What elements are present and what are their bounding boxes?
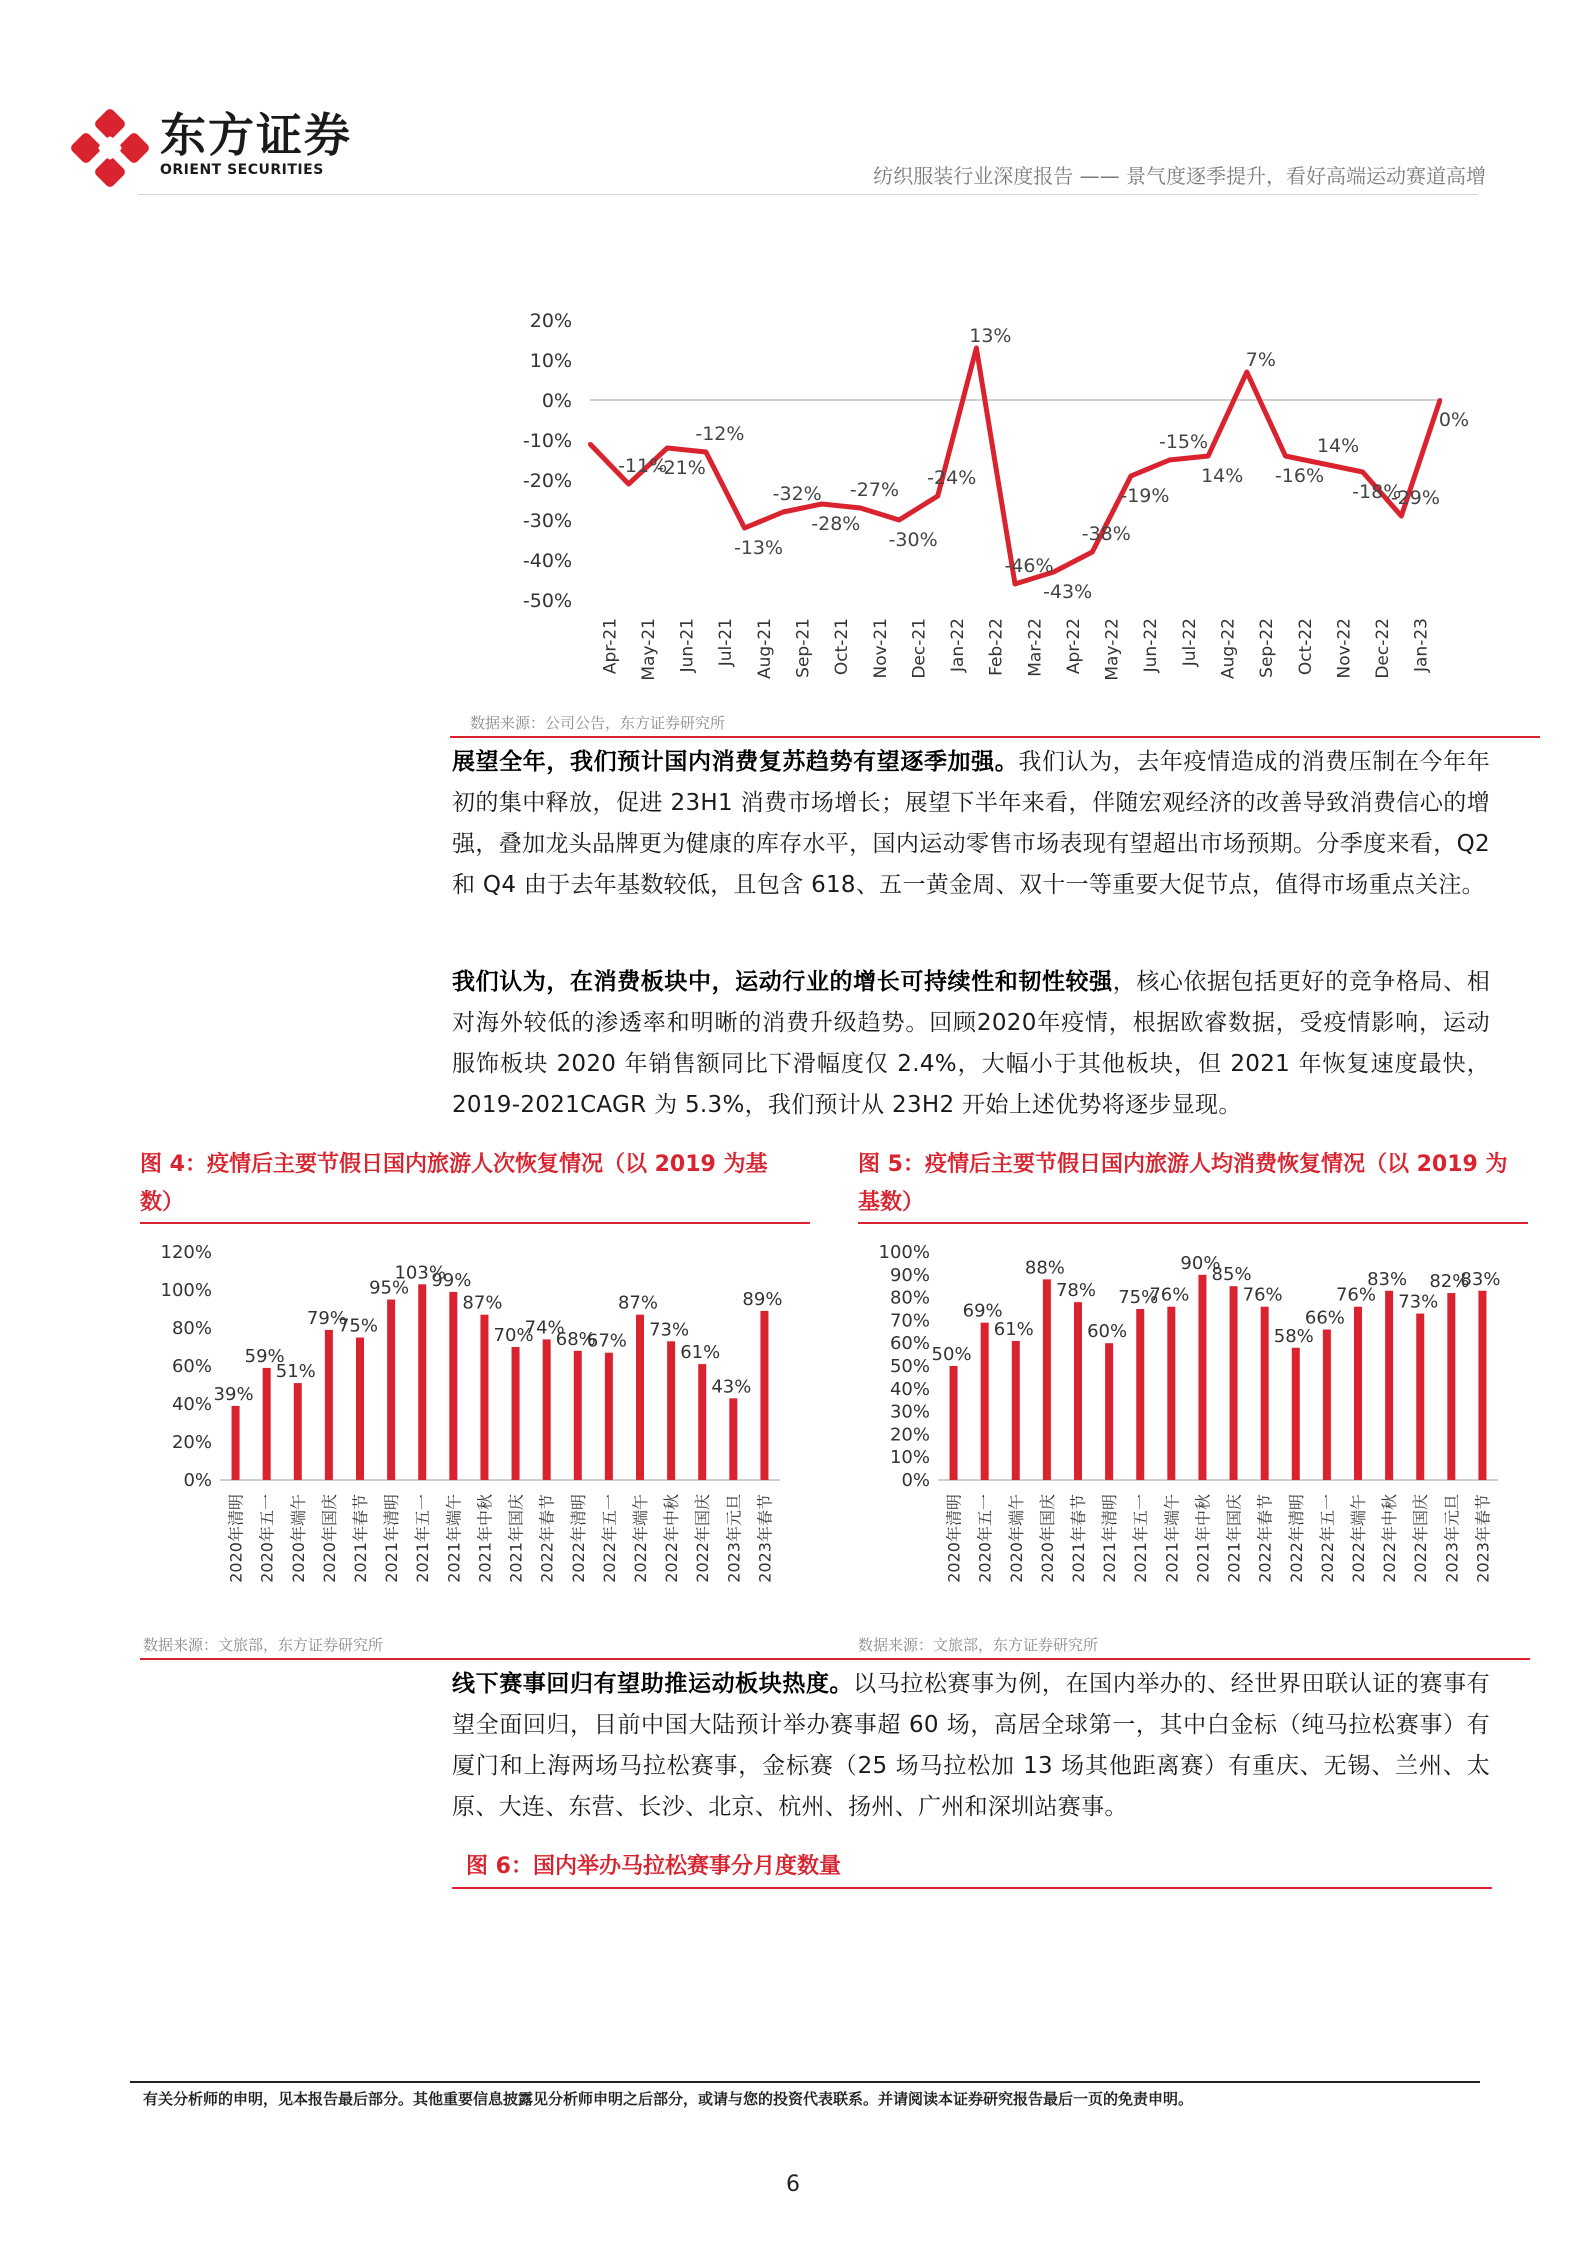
bar [1074,1302,1082,1480]
x-tick-label: Jun-22 [1141,618,1162,673]
bar [667,1341,675,1480]
y-tick-label: 90% [889,1264,930,1286]
paragraph-sports-body: ，核心依据包括更好的竞争格局、相对海外较低的渗透率和明晰的消费升级趋势。回顾2020年疫情，根据欧睿数据，受疫情影响，运动服饰板块 2020 年销售额同比下滑幅度仅 2.4%，大幅小于其他板块，但 2021 年恢复速度最快，2019-2021CAGR 为 5.3%，我们预计从 23H2 开始上述优势将逐步显现。 [452,969,1490,1118]
paragraph-sports-resilience [452,962,1490,1126]
x-tick-label: Apr-22 [1063,618,1084,675]
data-label: -13% [733,537,784,559]
data-label: -12% [695,423,745,445]
data-point [665,446,669,450]
x-tick-label: Oct-21 [832,618,853,676]
data-label: -16% [1274,465,1325,487]
x-tick-label: Aug-22 [1218,618,1239,679]
data-point [1361,470,1365,474]
bar [981,1323,989,1480]
data-label: -24% [927,467,977,489]
data-point [1090,550,1094,554]
page-number: 6 [786,2172,800,2197]
y-tick-label: -20% [522,470,572,492]
data-label: -11% [618,455,668,477]
x-tick-label: 2020年清明 [944,1494,964,1583]
y-tick-label: 50% [889,1356,930,1377]
figures-divider [140,1658,1530,1660]
report-title: 纺织服装行业深度报告 —— 景气度逐季提升，看好高端运动赛道高增 [873,164,1486,188]
bar [356,1338,364,1481]
x-tick-label: 2022年清明 [1286,1494,1306,1583]
line-chart [510,300,1490,700]
bar-chart-spending [858,1230,1528,1610]
x-tick-label: 2023年春节 [1473,1494,1493,1583]
bar [325,1330,333,1480]
brand-name-en: ORIENT SECURITIES [160,162,324,178]
figure4-title-rule [140,1222,810,1224]
x-tick-label: 2021年春节 [351,1494,370,1583]
bar-value-label: 73% [649,1319,690,1341]
bar-value-label: 87% [617,1292,659,1314]
data-label: 14% [1316,435,1360,457]
bar-value-label: 82% [1429,1271,1470,1293]
bar [1416,1314,1424,1480]
x-tick-label: Mar-22 [1025,618,1046,677]
x-tick-label: 2021年国庆 [1224,1494,1244,1583]
bar-value-label: 75% [1118,1287,1159,1308]
bar-value-label: 78% [1055,1280,1097,1302]
bar [1261,1307,1269,1480]
paragraph-marathon-lead: 线下赛事回归有望助推运动板块热度。 [452,1671,854,1697]
y-tick-label: 80% [171,1318,212,1339]
data-point [858,506,862,510]
brand-logo-icon [70,108,150,188]
bar-value-label: 87% [462,1292,503,1314]
figure5-source: 数据来源：文旅部，东方证券研究所 [858,1636,1099,1654]
bar [950,1366,958,1480]
bar [1354,1307,1362,1480]
data-label: -19% [1120,485,1170,507]
x-tick-label: 2020年端午 [1006,1494,1026,1583]
data-label: -18% [1352,481,1402,503]
bar-value-label: 69% [962,1300,1003,1322]
bar [418,1284,426,1480]
x-tick-label: Jul-21 [716,618,737,667]
figure6-title-rule [452,1887,1492,1889]
bar-value-label: 79% [306,1307,347,1329]
bar-value-label: 66% [1304,1307,1345,1329]
x-tick-label: Jan-23 [1411,618,1432,672]
bar [512,1347,520,1480]
x-tick-label: 2021年五一 [413,1494,433,1583]
data-label: 14% [1201,465,1244,487]
bar [636,1315,644,1480]
bar-value-label: 60% [1087,1321,1128,1343]
data-point [897,518,901,522]
bar-value-label: 99% [431,1269,472,1291]
bar-value-label: 70% [493,1325,534,1346]
figure5-title: 图 5：疫情后主要节假日国内旅游人均消费恢复情况（以 2019 为基数） [858,1152,1508,1215]
header-divider [138,194,1478,195]
x-tick-label: Aug-21 [754,618,775,679]
bar-value-label: 88% [1024,1257,1065,1279]
data-label: -15% [1158,431,1209,453]
bar-value-label: 61% [993,1318,1034,1340]
x-tick-label: 2021年中秋 [475,1494,495,1583]
footer-disclaimer: 有关分析师的申明，见本报告最后部分。其他重要信息披露见分析师申明之后部分，或请与您的投资代表联系。并请阅读本证券研究报告最后一页的免责申明。 [143,2090,1194,2108]
x-tick-label: 2021年春节 [1069,1494,1088,1583]
bar [1292,1348,1300,1480]
x-tick-label: 2023年春节 [755,1494,775,1583]
figure5-title-rule [858,1222,1528,1224]
x-tick-label: 2021年国庆 [506,1494,526,1583]
x-tick-label: 2021年清明 [1100,1494,1120,1583]
y-tick-label: -30% [522,510,572,532]
y-tick-label: 10% [529,350,572,372]
bar-value-label: 39% [213,1383,254,1405]
bar [263,1368,271,1480]
y-tick-label: 20% [171,1432,212,1453]
data-point [588,442,592,446]
bar-value-label: 58% [1273,1325,1314,1347]
bar-value-label: 75% [337,1315,379,1337]
chart1-divider [450,736,1540,738]
y-tick-label: 80% [889,1287,930,1309]
data-point [627,482,631,486]
bar [480,1315,488,1480]
x-tick-label: 2020年五一 [257,1494,277,1583]
bar-value-label: 89% [742,1288,783,1310]
data-point [704,450,708,454]
bar [387,1300,395,1481]
x-tick-label: Apr-21 [600,618,621,675]
y-tick-label: 30% [889,1401,930,1423]
bar-value-label: 67% [586,1330,627,1352]
footer-divider [130,2081,1480,2083]
bar-value-label: 73% [1398,1291,1439,1313]
y-tick-label: 100% [160,1280,212,1301]
figure4-source: 数据来源：文旅部，东方证券研究所 [143,1636,384,1654]
x-tick-label: 2020年端午 [288,1494,308,1583]
paragraph-marathon [452,1664,1490,1828]
bar-value-label: 85% [1211,1264,1252,1286]
x-tick-label: 2020年国庆 [319,1494,339,1583]
bar [543,1339,551,1480]
x-tick-label: Feb-22 [986,618,1007,676]
x-tick-label: Jun-21 [677,618,698,673]
x-tick-label: 2023年元旦 [724,1494,744,1583]
x-tick-label: Jan-22 [948,618,969,672]
bar-value-label: 76% [1149,1284,1190,1306]
bar [1043,1279,1051,1480]
x-tick-label: 2021年五一 [1131,1494,1151,1583]
bar [1230,1286,1238,1480]
data-label: -32% [772,483,822,505]
bar-value-label: 59% [244,1345,285,1367]
x-tick-label: 2021年端午 [1162,1494,1182,1583]
y-tick-label: 0% [541,390,572,412]
y-tick-label: -40% [522,550,572,572]
y-tick-label: 0% [901,1470,930,1491]
y-tick-label: 10% [889,1447,930,1469]
y-tick-label: 20% [529,310,572,332]
bar [1136,1309,1144,1480]
x-tick-label: 2021年清明 [382,1494,402,1583]
y-tick-label: -10% [522,430,572,452]
x-tick-label: Sep-21 [793,618,814,678]
bar [1478,1291,1486,1480]
bar-value-label: 90% [1180,1252,1221,1274]
data-point [1283,454,1287,458]
x-tick-label: May-21 [638,618,659,681]
data-point [936,494,940,498]
bar-value-label: 76% [1335,1284,1377,1306]
bar-value-label: 83% [1460,1268,1501,1290]
bar [1198,1275,1206,1480]
bar-value-label: 61% [680,1342,721,1364]
y-tick-label: 100% [878,1242,930,1263]
x-tick-label: Oct-22 [1295,618,1316,676]
data-label: -30% [888,529,938,551]
paragraph-outlook-body: 我们认为，去年疫情造成的消费压制在今年年初的集中释放，促进 23H1 消费市场增长；展望下半年来看，伴随宏观经济的改善导致消费信心的增强，叠加龙头品牌更为健康的库存水平，国内运动零售市场表现有望超出市场预期。分季度来看，Q2 和 Q4 由于去年基数较低，且包含 618、五一黄金周、双十一等重要大促节点，值得市场重点关注。 [452,749,1490,898]
bar-value-label: 95% [369,1277,410,1299]
paragraph-sports-lead: 我们认为，在消费板块中，运动行业的增长可持续性和韧性较强 [452,969,1113,995]
bar [1323,1330,1331,1480]
data-point [1013,582,1017,586]
data-label: -46% [1004,555,1054,577]
bar [605,1353,613,1480]
x-tick-label: 2020年国庆 [1037,1494,1057,1583]
data-label: -38% [1081,523,1131,545]
bar [729,1398,737,1480]
data-point [1168,458,1172,462]
x-tick-label: 2023年元旦 [1442,1494,1462,1583]
bar-value-label: 51% [275,1361,316,1383]
data-point [1206,454,1210,458]
x-tick-label: 2022年中秋 [662,1494,682,1583]
data-label: 0% [1438,409,1470,431]
data-label: -28% [811,513,861,535]
figure4-title: 图 4：疫情后主要节假日国内旅游人次恢复情况（以 2019 为基数） [140,1152,768,1215]
chart1-source: 数据来源：公司公告，东方证券研究所 [470,714,726,732]
x-tick-label: 2022年国庆 [1411,1494,1431,1583]
bar-value-label: 76% [1242,1284,1283,1306]
figure6-title: 图 6：国内举办马拉松赛事分月度数量 [466,1854,841,1879]
brand-name-cn: 东方证券 [160,108,352,162]
x-tick-label: 2020年清明 [226,1494,246,1583]
data-point [781,510,785,514]
y-tick-label: 40% [171,1394,212,1415]
x-tick-label: Dec-22 [1373,618,1394,679]
bar [1105,1343,1113,1480]
paragraph-marathon-body: 以马拉松赛事为例，在国内举办的、经世界田联认证的赛事有望全面回归，目前中国大陆预计举办赛事超 60 场，高居全球第一，其中白金标（纯马拉松赛事）有厦门和上海两场马拉松赛事，金标赛（25 场马拉松加 13 场其他距离赛）有重庆、无锡、兰州、太原、大连、东营、长沙、北京、杭州、扬州、广州和深圳站赛事。 [452,1671,1490,1820]
x-tick-label: Sep-22 [1257,618,1278,678]
data-point [1438,398,1442,402]
x-tick-label: 2022年端午 [1349,1494,1368,1583]
x-tick-label: Dec-21 [909,618,930,679]
bar [449,1292,457,1480]
x-tick-label: 2022年春节 [1255,1494,1275,1583]
y-tick-label: 120% [160,1242,212,1263]
bar [294,1383,302,1480]
x-tick-label: 2022年端午 [631,1494,650,1583]
x-tick-label: 2022年国庆 [693,1494,713,1583]
x-tick-label: 2022年五一 [599,1494,619,1583]
y-tick-label: 20% [889,1424,930,1446]
data-label: -29% [1390,487,1440,509]
data-label: -43% [1043,581,1093,603]
bar-value-label: 43% [711,1376,752,1398]
bar [1012,1341,1020,1480]
x-tick-label: 2021年端午 [444,1494,464,1583]
x-tick-label: 2020年五一 [975,1494,995,1583]
bar [574,1351,582,1480]
x-tick-label: May-22 [1102,618,1123,681]
bar [1385,1291,1393,1480]
data-label: -27% [849,479,900,501]
bar-value-label: 74% [524,1317,565,1339]
bar [760,1311,768,1480]
bar-value-label: 83% [1367,1268,1408,1290]
y-tick-label: 0% [183,1470,212,1491]
x-tick-label: 2021年中秋 [1193,1494,1213,1583]
bar [1167,1307,1175,1480]
y-tick-label: 40% [889,1378,930,1400]
paragraph-outlook [452,742,1490,906]
x-tick-label: Nov-21 [870,618,891,679]
bar-value-label: 103% [394,1262,446,1284]
bar [1447,1293,1455,1480]
y-tick-label: 60% [171,1356,212,1377]
y-tick-label: -50% [522,590,572,612]
x-tick-label: 2022年五一 [1317,1494,1337,1583]
data-label: 7% [1245,349,1276,371]
y-tick-label: 60% [889,1333,930,1355]
bar-value-label: 68% [555,1328,596,1350]
y-tick-label: 70% [889,1310,930,1332]
data-label: -21% [656,457,706,479]
data-point [743,526,747,530]
x-tick-label: 2022年春节 [537,1494,557,1583]
data-label: 13% [969,325,1012,347]
bar-chart-trips [140,1230,810,1610]
x-tick-label: 2022年中秋 [1380,1494,1400,1583]
data-point [1129,474,1133,478]
data-point [1399,514,1403,518]
x-tick-label: Jul-22 [1179,618,1200,667]
x-tick-label: Nov-22 [1334,618,1355,679]
paragraph-outlook-lead: 展望全年，我们预计国内消费复苏趋势有望逐季加强。 [452,749,1019,775]
bar-value-label: 50% [931,1344,972,1365]
bar [698,1364,706,1480]
bar [232,1406,240,1480]
x-tick-label: 2022年清明 [568,1494,588,1583]
